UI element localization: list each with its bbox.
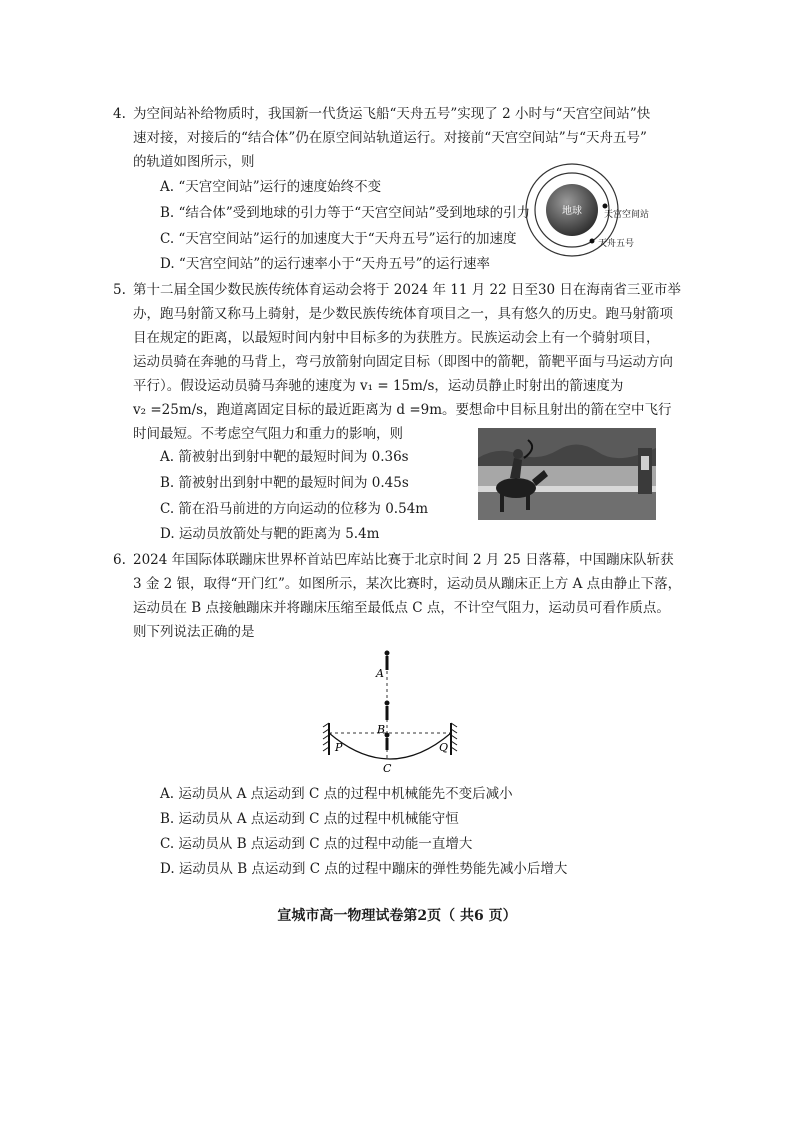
label-c: C bbox=[383, 762, 392, 775]
option-b: B. “结合体”受到地球的引力等于“天宫空间站”受到地球的引力 bbox=[160, 205, 531, 221]
option-d: D. 运动员放箭处与靶的距离为 5.4m bbox=[160, 526, 380, 542]
station-label: 天宫空间站 bbox=[604, 210, 650, 220]
orbit-figure bbox=[525, 160, 660, 280]
earth-label: 地球 bbox=[562, 206, 582, 217]
option-b: B. 运动员从 A 点运动到 C 点的过程中机械能守恒 bbox=[160, 811, 459, 827]
ship-label: 天舟五号 bbox=[598, 239, 635, 249]
question-text-line: 第十二届全国少数民族传统体育运动会将于 2024 年 11 月 22 日至30 日在海南省三亚市举 bbox=[133, 282, 681, 298]
page-footer: 宣城市高一物理试卷第2页（ 共6 页） bbox=[277, 908, 517, 924]
question-text-line: v₂ =25m/s，跑道离固定目标的最近距离为 d =9m。要想命中目标且射出的箭在空中飞行 bbox=[133, 402, 672, 418]
option-d: D. 运动员从 B 点运动到 C 点的过程中蹦床的弹性势能先减小后增大 bbox=[160, 861, 568, 877]
question-text-line: 办，跑马射箭又称马上骑射，是少数民族传统体育项目之一，具有悠久的历史。跑马射箭项 bbox=[133, 306, 673, 322]
station-dot bbox=[603, 204, 608, 209]
ship-dot bbox=[590, 239, 595, 244]
question-text-line: 平行）。假设运动员骑马奔驰的速度为 v₁ = 15m/s，运动员静止时射出的箭速度为 bbox=[133, 378, 624, 394]
question-text-line: 速对接，对接后的“结合体”仍在原空间站轨道运行。对接前“天宫空间站”与“天舟五号” bbox=[133, 130, 647, 146]
option-a: A. “天宫空间站”运行的速度始终不变 bbox=[160, 179, 382, 195]
question-text-line: 的轨道如图所示，则 bbox=[133, 154, 255, 170]
question-text-line: 3 金 2 银，取得“开门红”。如图所示，某次比赛时，运动员从蹦床正上方 A 点由静止下落， bbox=[133, 576, 682, 592]
question-number: 6. bbox=[113, 552, 126, 568]
question-text-line: 运动员骑在奔驰的马背上，弯弓放箭射向固定目标（即图中的箭靶，箭靶平面与马运动方向 bbox=[133, 354, 673, 370]
question-text-line: 时间最短。不考虑空气阻力和重力的影响，则 bbox=[133, 426, 403, 442]
question-text-line: 为空间站补给物质时，我国新一代货运飞船“天舟五号”实现了 2 小时与“天宫空间站”快 bbox=[133, 106, 651, 122]
question-text-line: 目在规定的距离，以最短时间内射中目标多的为获胜方。民族运动会上有一个骑射项目， bbox=[133, 330, 660, 346]
trampoline-figure bbox=[315, 645, 475, 780]
option-d: D. “天宫空间站”的运行速率小于“天舟五号”的运行速率 bbox=[160, 256, 491, 272]
question-text-line: 则下列说法正确的是 bbox=[133, 624, 255, 640]
question-6 bbox=[113, 548, 682, 644]
question-text-line: 运动员在 B 点接触蹦床并将蹦床压缩至最低点 C 点，不计空气阻力，运动员可看作质点。 bbox=[133, 600, 670, 616]
horse-archery-photo bbox=[478, 428, 656, 520]
question-5 bbox=[113, 278, 681, 446]
question-text-line: 2024 年国际体联蹦床世界杯首站巴库站比赛于北京时间 2 月 25 日落幕，中国蹦床队斩获 bbox=[133, 552, 674, 568]
question-number: 5. bbox=[113, 282, 126, 298]
question-number: 4. bbox=[113, 106, 126, 122]
option-a: A. 运动员从 A 点运动到 C 点的过程中机械能先不变后减小 bbox=[160, 786, 513, 802]
label-p: P bbox=[335, 741, 343, 754]
label-q: Q bbox=[439, 741, 449, 754]
option-a: A. 箭被射出到射中靶的最短时间为 0.36s bbox=[160, 449, 409, 465]
label-a: A bbox=[376, 667, 384, 680]
option-c: C. 箭在沿马前进的方向运动的位移为 0.54m bbox=[160, 501, 429, 517]
label-b: B bbox=[377, 723, 386, 736]
option-c: C. “天宫空间站”运行的加速度大于“天舟五号”运行的加速度 bbox=[160, 231, 517, 247]
option-c: C. 运动员从 B 点运动到 C 点的过程中动能一直增大 bbox=[160, 836, 473, 852]
option-b: B. 箭被射出到射中靶的最短时间为 0.45s bbox=[160, 475, 409, 491]
